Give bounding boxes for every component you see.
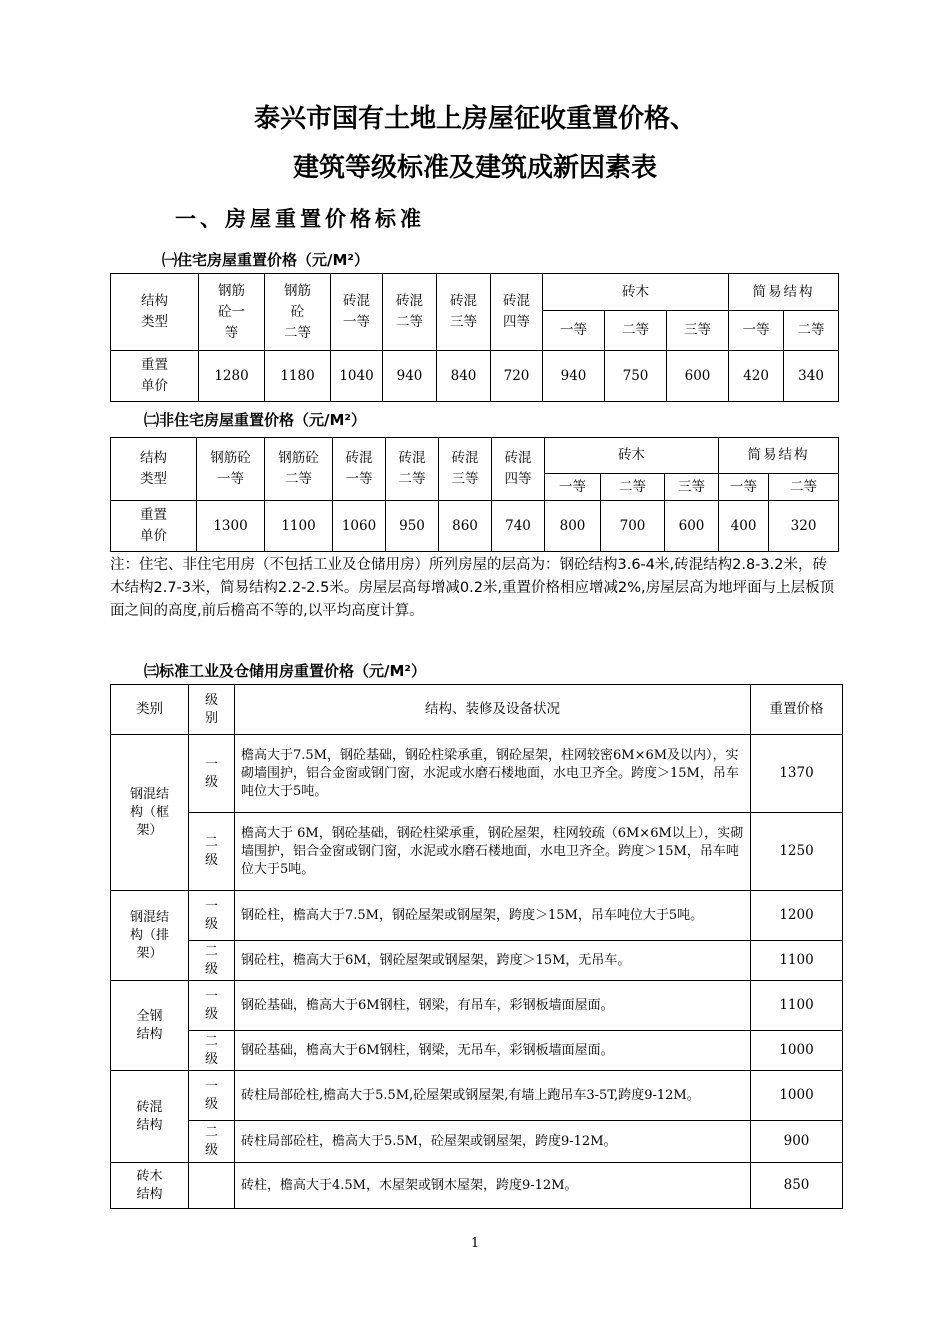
header-bm-1: 砖混 一等 [333,438,386,501]
value-cell: 940 [543,351,605,402]
header-bm-2: 砖混 二等 [386,438,439,501]
header-bm-3: 砖混 三等 [437,274,491,351]
price-cell: 1100 [751,981,843,1031]
header-simple-1: 一等 [729,311,784,351]
table-row [111,891,843,941]
header-bw-3: 三等 [665,474,719,501]
height-note: 注：住宅、非住宅用房（不包括工业及仓储用房）所列房屋的层高为：钢砼结构3.6-4米,砖混结构2.8-3.2米，砖木结构2.7-3米，简易结构2.2-2.5米。房屋层高每增减0.2米,重置价格相应增减2%,房屋层高为地坪面与上层板顶面之间的高度,前后檐高不等的,以平均高度计算。 [110,557,835,619]
value-cell: 420 [729,351,784,402]
header-brick-wood: 砖木 [545,438,719,474]
description-cell: 钢砼基础，檐高大于6M钢柱，钢梁，无吊车，彩钢板墙面屋面。 [235,1031,751,1071]
page-number: 1 [470,1236,480,1251]
header-bm-1: 砖混 一等 [331,274,383,351]
header-bw-1: 一等 [543,311,605,351]
header-simple-2: 二等 [784,311,839,351]
header-bm-4: 砖混 四等 [491,274,543,351]
level-cell: 二 级 [189,813,235,891]
description-cell: 砖柱局部砼柱,檐高大于5.5M,砼屋架或钢屋架,有墙上跑吊车3-5T,跨度9-12M。 [235,1071,751,1121]
description-cell: 钢砼柱，檐高大于6M，钢砼屋架或钢屋架，跨度＞15M，无吊车。 [235,941,751,981]
description-cell: 檐高大于 6M，钢砼基础，钢砼柱梁承重，钢砼屋架，柱网较疏（6M×6M以上），实砌墙围护，铝合金窗或钢门窗，水泥或水磨石楼地面，水电卫齐全。跨度＞15M，吊车吨位大于5吨。 [235,813,751,891]
header-structure-type: 结构 类型 [111,274,199,351]
header-simple: 简易结构 [719,438,839,474]
industrial-price-table [110,684,843,1209]
header-rc-2: 钢筋 砼 二等 [265,274,331,351]
price-cell: 1370 [751,735,843,813]
header-simple-2: 二等 [769,474,839,501]
value-cell: 840 [437,351,491,402]
category-cell: 砖混 结构 [111,1071,189,1163]
value-cell: 400 [719,501,769,552]
description-cell: 砖柱局部砼柱，檐高大于5.5M，砼屋架或钢屋架，跨度9-12M。 [235,1121,751,1163]
description-cell: 砖柱，檐高大于4.5M，木屋架或钢木屋架，跨度9-12M。 [235,1163,751,1209]
value-cell: 1060 [333,501,386,552]
header-bw-2: 二等 [601,474,665,501]
table-row [111,1121,843,1163]
description-cell: 钢砼柱，檐高大于7.5M，钢砼屋架或钢屋架，跨度＞15M，吊车吨位大于5吨。 [235,891,751,941]
price-cell: 1200 [751,891,843,941]
value-cell: 720 [491,351,543,402]
header-bm-2: 砖混 二等 [383,274,437,351]
value-cell: 1040 [331,351,383,402]
description-cell: 钢砼基础，檐高大于6M钢柱，钢梁，有吊车，彩钢板墙面屋面。 [235,981,751,1031]
header-simple-1: 一等 [719,474,769,501]
table-row [111,981,843,1031]
header-rc-2: 钢筋砼 二等 [265,438,333,501]
header-brick-wood: 砖木 [543,274,729,311]
table-row [111,735,843,813]
value-cell: 940 [383,351,437,402]
header-bw-3: 三等 [667,311,729,351]
nonresidential-price-table [110,437,839,552]
value-cell: 320 [769,501,839,552]
document-title-line2: 建筑等级标准及建筑成新因素表 [292,153,657,183]
value-cell: 860 [439,501,492,552]
level-cell: 一 级 [189,735,235,813]
price-cell: 1000 [751,1071,843,1121]
table-row [111,813,843,891]
value-cell: 800 [545,501,601,552]
table2-caption: ㈡非住宅房屋重置价格（元/M²） [144,411,366,429]
table-row [111,1071,843,1121]
row-label: 重置 单价 [111,351,199,402]
value-cell: 750 [605,351,667,402]
price-cell: 850 [751,1163,843,1209]
category-cell: 全钢 结构 [111,981,189,1071]
header-simple: 简易结构 [729,274,839,311]
header-level: 级 别 [189,685,235,735]
level-cell: 一 级 [189,1071,235,1121]
level-cell: 二 级 [189,941,235,981]
value-cell: 600 [667,351,729,402]
value-cell: 1180 [265,351,331,402]
value-cell: 1100 [265,501,333,552]
header-price: 重置价格 [751,685,843,735]
level-cell: 一 级 [189,981,235,1031]
category-cell: 钢混结 构（框 架） [111,735,189,891]
value-cell: 950 [386,501,439,552]
description-cell: 檐高大于7.5M，钢砼基础，钢砼柱梁承重，钢砼屋架，柱网较密6M×6M及以内），实砌墙围护，铝合金窗或钢门窗，水泥或水磨石楼地面，水电卫齐全。跨度＞15M，吊车吨位大于5吨。 [235,735,751,813]
value-cell: 600 [665,501,719,552]
price-cell: 1100 [751,941,843,981]
category-cell: 砖木 结构 [111,1163,189,1209]
level-cell: 二 级 [189,1031,235,1071]
header-rc-1: 钢筋 砼一 等 [199,274,265,351]
price-cell: 1000 [751,1031,843,1071]
header-structure-type: 结构 类型 [111,438,197,501]
header-description: 结构、装修及设备状况 [235,685,751,735]
header-category: 类别 [111,685,189,735]
section-heading: 一、房屋重置价格标准 [175,207,425,231]
price-cell: 1250 [751,813,843,891]
header-bm-4: 砖混 四等 [492,438,545,501]
level-cell [189,1163,235,1209]
price-cell: 900 [751,1121,843,1163]
value-cell: 740 [492,501,545,552]
document-title-line1: 泰兴市国有土地上房屋征收重置价格、 [253,104,696,134]
table-row [111,1163,843,1209]
industrial-table-body [111,735,843,1209]
level-cell: 一 级 [189,891,235,941]
value-cell: 1280 [199,351,265,402]
header-bw-2: 二等 [605,311,667,351]
table3-caption: ㈢标准工业及仓储用房重置价格（元/M²） [144,662,426,680]
value-cell: 1300 [197,501,265,552]
row-label: 重置 单价 [111,501,197,552]
level-cell: 二 级 [189,1121,235,1163]
header-bw-1: 一等 [545,474,601,501]
residential-price-table [110,273,839,402]
table-row [111,1031,843,1071]
header-rc-1: 钢筋砼 一等 [197,438,265,501]
category-cell: 钢混结 构（排 架） [111,891,189,981]
table-row [111,941,843,981]
value-cell: 340 [784,351,839,402]
header-bm-3: 砖混 三等 [439,438,492,501]
value-cell: 700 [601,501,665,552]
table1-caption: ㈠住宅房屋重置价格（元/M²） [162,251,369,269]
